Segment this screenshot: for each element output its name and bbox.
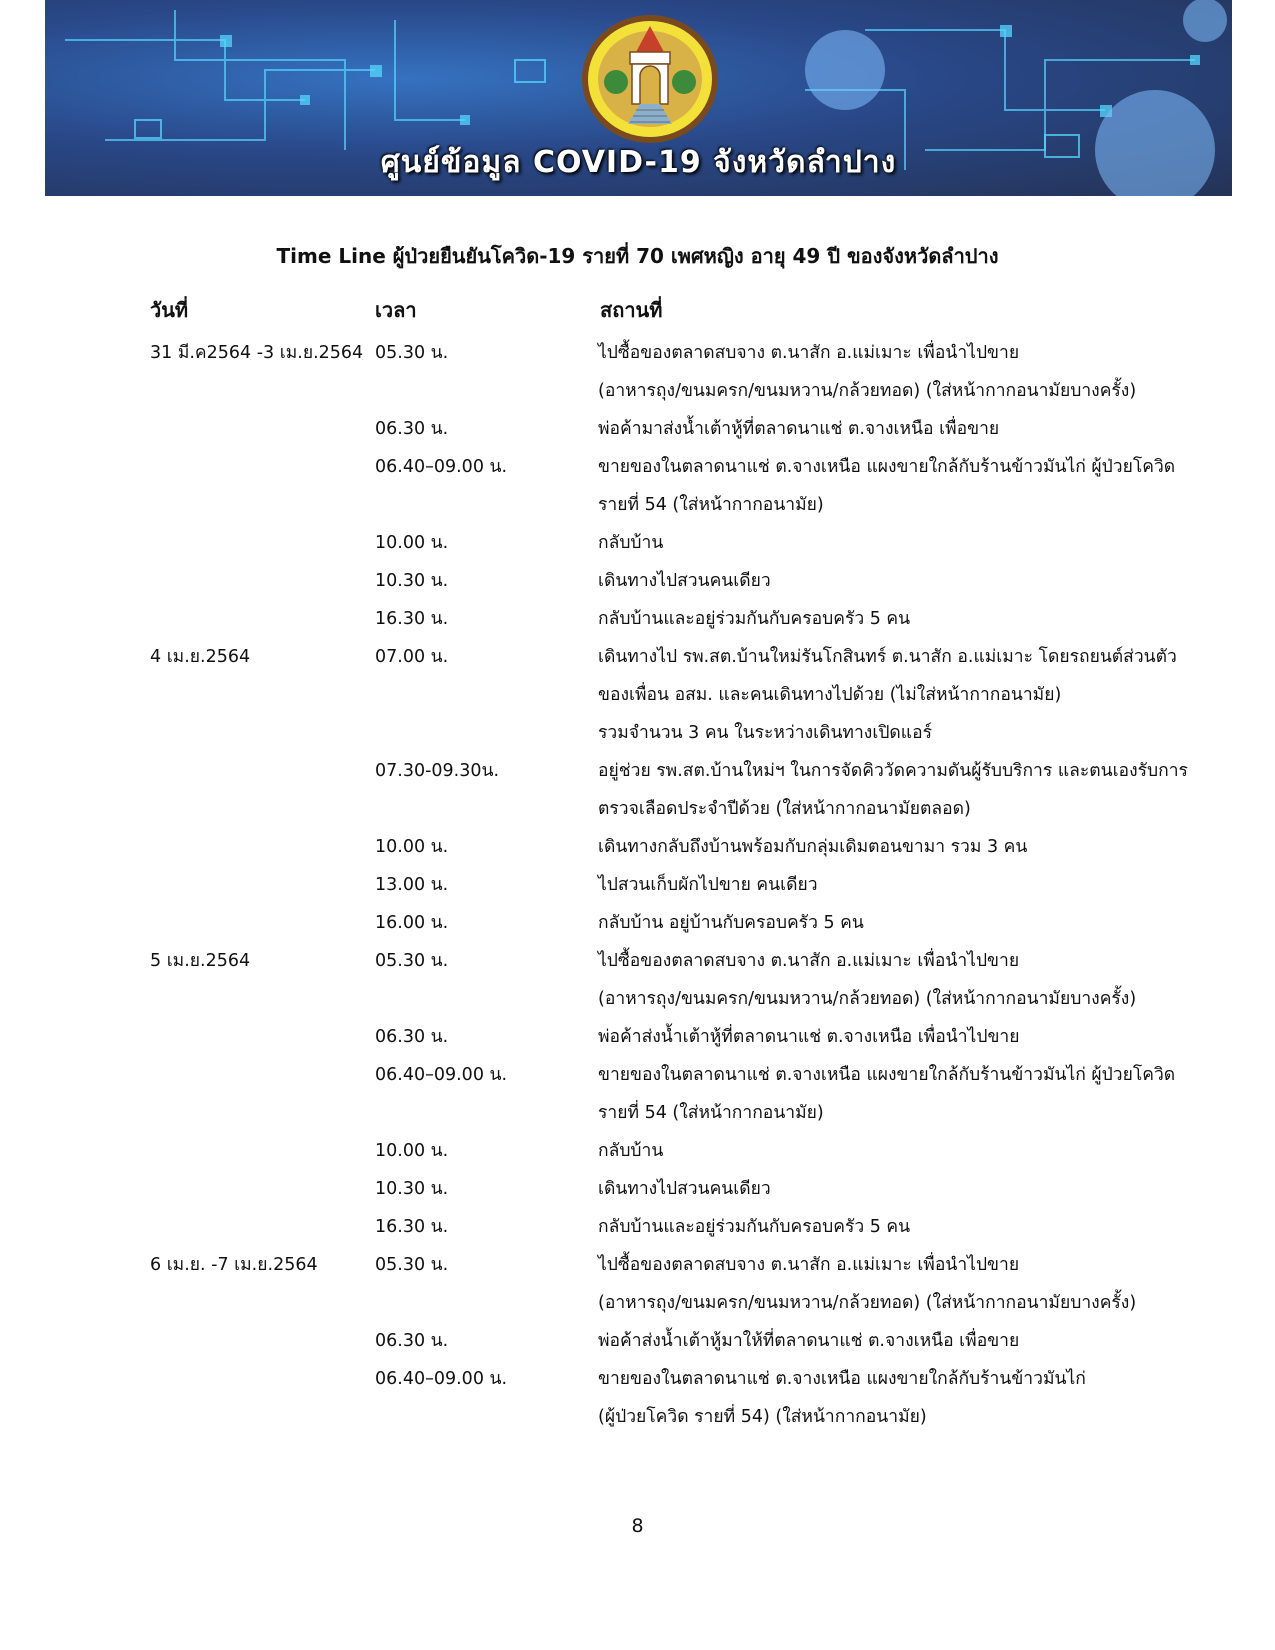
row-time: 06.40–09.00 น. xyxy=(375,457,508,477)
row-place-line: ไปสวนเก็บผักไปขาย คนเดียว xyxy=(598,875,818,895)
row-place-line: พ่อค้ามาส่งน้ำเต้าหู้ที่ตลาดนาแช่ ต.จางเหนือ เพื่อขาย xyxy=(598,419,1000,439)
row-place xyxy=(598,524,1218,562)
timeline-row xyxy=(0,562,1275,600)
row-place-line: ไปซื้อของตลาดสบจาง ต.นาสัก อ.แม่เมาะ เพื่อนำไปขาย xyxy=(598,951,1020,971)
row-place-line: เดินทางไปสวนคนเดียว xyxy=(598,1179,771,1199)
timeline-row xyxy=(0,410,1275,448)
timeline-row xyxy=(0,752,1275,828)
row-place xyxy=(598,1018,1218,1056)
row-place xyxy=(598,1360,1218,1436)
row-place xyxy=(598,752,1218,828)
row-place-line: เดินทางไปสวนคนเดียว xyxy=(598,571,771,591)
row-date: 6 เม.ย. -7 เม.ย.2564 xyxy=(150,1255,318,1275)
page-number: 8 xyxy=(631,1515,644,1537)
row-place xyxy=(598,942,1218,1018)
row-time: 10.30 น. xyxy=(375,571,449,591)
row-place xyxy=(598,638,1218,752)
row-place xyxy=(598,334,1218,410)
timeline-row xyxy=(0,1360,1275,1436)
row-place-line: กลับบ้าน xyxy=(598,1141,664,1161)
row-time: 10.00 น. xyxy=(375,533,449,553)
column-header-time: เวลา xyxy=(375,298,417,322)
row-place xyxy=(598,904,1218,942)
row-place xyxy=(598,600,1218,638)
row-date: 31 มี.ค2564 -3 เม.ย.2564 xyxy=(150,343,364,363)
row-time: 05.30 น. xyxy=(375,1255,449,1275)
timeline-row xyxy=(0,1170,1275,1208)
row-time: 16.30 น. xyxy=(375,1217,449,1237)
row-time: 10.00 น. xyxy=(375,1141,449,1161)
row-place-line: เดินทางไป รพ.สต.บ้านใหม่รันโกสินทร์ ต.นาสัก อ.แม่เมาะ โดยรถยนต์ส่วนตัว xyxy=(598,647,1177,667)
row-time: 06.40–09.00 น. xyxy=(375,1065,508,1085)
row-place-line: ขายของในตลาดนาแช่ ต.จางเหนือ แผงขายใกล้กับร้านข้าวมันไก่ ผู้ป่วยโควิด xyxy=(598,457,1176,477)
timeline-row xyxy=(0,600,1275,638)
row-time: 10.00 น. xyxy=(375,837,449,857)
row-place xyxy=(598,1322,1218,1360)
row-time: 16.00 น. xyxy=(375,913,449,933)
timeline-row xyxy=(0,524,1275,562)
row-place-line: (อาหารถุง/ขนมครก/ขนมหวาน/กล้วยทอด) (ใส่หน้ากากอนามัยบางครั้ง) xyxy=(598,1293,1137,1313)
timeline-row xyxy=(0,866,1275,904)
row-place-line: กลับบ้าน xyxy=(598,533,664,553)
row-time: 05.30 น. xyxy=(375,951,449,971)
row-date: 5 เม.ย.2564 xyxy=(150,951,251,971)
row-time: 13.00 น. xyxy=(375,875,449,895)
row-place xyxy=(598,1208,1218,1246)
row-place-line: ไปซื้อของตลาดสบจาง ต.นาสัก อ.แม่เมาะ เพื่อนำไปขาย xyxy=(598,343,1020,363)
row-place-line: พ่อค้าส่งน้ำเต้าหู้ที่ตลาดนาแช่ ต.จางเหนือ เพื่อนำไปขาย xyxy=(598,1027,1020,1047)
row-place-line: อยู่ช่วย รพ.สต.บ้านใหม่ฯ ในการจัดคิววัดความดันผู้รับบริการ และตนเองรับการ xyxy=(598,761,1188,781)
column-header-date: วันที่ xyxy=(150,298,189,322)
row-time: 10.30 น. xyxy=(375,1179,449,1199)
row-place-line: รายที่ 54 (ใส่หน้ากากอนามัย) xyxy=(598,1103,824,1123)
timeline-row xyxy=(0,828,1275,866)
lampang-seal-icon xyxy=(580,12,720,146)
row-place-line: ขายของในตลาดนาแช่ ต.จางเหนือ แผงขายใกล้กับร้านข้าวมันไก่ xyxy=(598,1369,1086,1389)
timeline-table xyxy=(0,334,1275,1436)
row-place-line: เดินทางกลับถึงบ้านพร้อมกับกลุ่มเดิมตอนขามา รวม 3 คน xyxy=(598,837,1028,857)
timeline-row xyxy=(0,334,1275,410)
row-place xyxy=(598,1132,1218,1170)
timeline-row xyxy=(0,1322,1275,1360)
row-place-line: ตรวจเลือดประจำปีด้วย (ใส่หน้ากากอนามัยตลอด) xyxy=(598,799,971,819)
timeline-row xyxy=(0,448,1275,524)
row-time: 06.30 น. xyxy=(375,1331,449,1351)
timeline-row xyxy=(0,638,1275,752)
row-place-line: (อาหารถุง/ขนมครก/ขนมหวาน/กล้วยทอด) (ใส่หน้ากากอนามัยบางครั้ง) xyxy=(598,381,1137,401)
timeline-row xyxy=(0,1056,1275,1132)
page-title: Time Line ผู้ป่วยยืนยันโควิด-19 รายที่ 70 เพศหญิง อายุ 49 ปี ของจังหวัดลำปาง xyxy=(276,244,999,268)
timeline-row xyxy=(0,1208,1275,1246)
row-place-line: (ผู้ป่วยโควิด รายที่ 54) (ใส่หน้ากากอนามัย) xyxy=(598,1407,927,1427)
row-place xyxy=(598,410,1218,448)
row-place xyxy=(598,828,1218,866)
row-place-line: กลับบ้านและอยู่ร่วมกันกับครอบครัว 5 คน xyxy=(598,609,911,629)
row-time: 05.30 น. xyxy=(375,343,449,363)
row-date: 4 เม.ย.2564 xyxy=(150,647,251,667)
column-headers xyxy=(0,294,1275,324)
row-place-line: รวมจำนวน 3 คน ในระหว่างเดินทางเปิดแอร์ xyxy=(598,723,932,743)
timeline-row xyxy=(0,1018,1275,1056)
row-time: 06.40–09.00 น. xyxy=(375,1369,508,1389)
row-place-line: ไปซื้อของตลาดสบจาง ต.นาสัก อ.แม่เมาะ เพื่อนำไปขาย xyxy=(598,1255,1020,1275)
row-place xyxy=(598,1246,1218,1322)
row-place-line: พ่อค้าส่งน้ำเต้าหู้มาให้ที่ตลาดนาแช่ ต.จางเหนือ เพื่อขาย xyxy=(598,1331,1020,1351)
row-time: 07.00 น. xyxy=(375,647,449,667)
row-place-line: ขายของในตลาดนาแช่ ต.จางเหนือ แผงขายใกล้กับร้านข้าวมันไก่ ผู้ป่วยโควิด xyxy=(598,1065,1176,1085)
row-place-line: รายที่ 54 (ใส่หน้ากากอนามัย) xyxy=(598,495,824,515)
row-place xyxy=(598,448,1218,524)
row-place-line: (อาหารถุง/ขนมครก/ขนมหวาน/กล้วยทอด) (ใส่หน้ากากอนามัยบางครั้ง) xyxy=(598,989,1137,1009)
row-place-line: กลับบ้านและอยู่ร่วมกันกับครอบครัว 5 คน xyxy=(598,1217,911,1237)
column-header-place: สถานที่ xyxy=(600,298,663,322)
row-place xyxy=(598,1056,1218,1132)
banner-title: ศูนย์ข้อมูล COVID-19 จังหวัดลำปาง xyxy=(380,145,897,180)
row-place xyxy=(598,1170,1218,1208)
row-time: 07.30-09.30น. xyxy=(375,761,500,781)
row-place xyxy=(598,866,1218,904)
row-time: 06.30 น. xyxy=(375,419,449,439)
row-place-line: กลับบ้าน อยู่บ้านกับครอบครัว 5 คน xyxy=(598,913,864,933)
timeline-row xyxy=(0,1246,1275,1322)
timeline-row xyxy=(0,904,1275,942)
header-banner xyxy=(45,0,1232,196)
row-time: 16.30 น. xyxy=(375,609,449,629)
row-place xyxy=(598,562,1218,600)
row-place-line: ของเพื่อน อสม. และคนเดินทางไปด้วย (ไม่ใส่หน้ากากอนามัย) xyxy=(598,685,1062,705)
timeline-row xyxy=(0,942,1275,1018)
timeline-row xyxy=(0,1132,1275,1170)
row-time: 06.30 น. xyxy=(375,1027,449,1047)
